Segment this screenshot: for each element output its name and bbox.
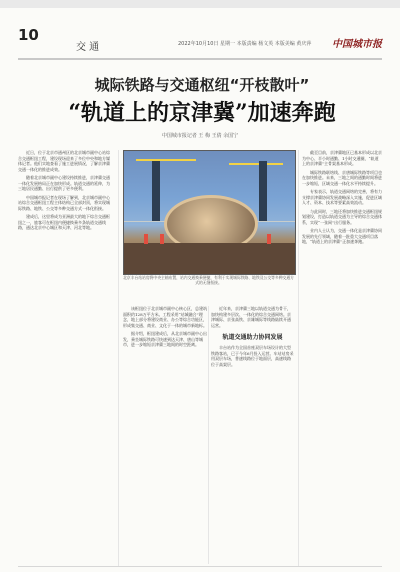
article-paragraph: 建成后，这里将成为亚洲最大的地下综合交通枢纽之一，旅客可在枢纽内便捷换乘多条轨道交通线路，通达北京中心城区和天津、河北等地。 <box>18 214 110 230</box>
header-divider <box>18 58 382 60</box>
article-paragraph: 该枢纽位于北京城市副中心核心区，总建筑面积约128万平方米。工程采用“站城融合”理念，地上部分将建设商业、办公等综合功能区，形成集交通、商业、文化于一体的城市新地标。 <box>123 306 207 328</box>
column-divider <box>208 306 209 564</box>
page-header <box>0 26 400 60</box>
article-paragraph: 随着北京城市副中心建设持续推进，京津冀交通一体化发展格局正在加快形成。轨道交通的延伸，为三地居民通勤、出行提供了更多便利。 <box>18 175 110 191</box>
column-divider <box>298 150 299 566</box>
article-paragraph: 近年来，京津冀三地以轨道交通为骨干，加快构建多层次、一体化的综合交通网络。京津城际、京张高铁、京雄城际等线路陆续开通运营。 <box>211 306 291 328</box>
article-paragraph: 截至目前，京津冀地区已基本形成以北京为中心、半小时通勤、1小时交通圈，“轨道上的京津冀”主骨架基本形成。 <box>302 150 382 166</box>
article-kicker: 城际铁路与交通枢纽“开枝散叶” <box>94 76 310 94</box>
photo-tower <box>152 161 160 221</box>
article-paragraph: 丰台站作为全国首座双层车场设计的大型铁路客站，已于今年6月投入运营。车站站房采用双层车场，普速线路位于地面层，高速线路位于高架层。 <box>211 345 294 367</box>
article-column-middle-2 <box>211 306 294 564</box>
article-byline: 中国城市报记者 王 梅 王倩 余国宁 <box>161 133 239 139</box>
section-name: 交 通 <box>76 42 100 53</box>
article-headline: “轨道上的京津冀”加速奔跑 <box>68 100 336 126</box>
photo-ground <box>124 243 295 274</box>
footer-divider <box>18 566 382 567</box>
photo-crane-left <box>136 159 196 161</box>
photo-worker <box>267 234 271 244</box>
article-paragraph: 专家表示，轨道交通网络的完善，将有力支撑京津冀协同发展战略深入实施，促进区域人才、资本、技术等要素高效流动。 <box>302 189 382 205</box>
article-paragraph: 与此同时，三地还将加快推进交通枢纽规划建设，打造以轨道交通为主导的综合交通体系，实现“一张网”出行服务。 <box>302 208 382 225</box>
issue-line: 2022年10月10日 星期一 本版责编 杨文英 本版美编 黄庆萍 <box>178 41 312 47</box>
news-photo <box>123 150 296 275</box>
photo-crane-right <box>229 163 283 165</box>
article-paragraph: 近日，位于北京市通州区的北京城市副中心站综合交通枢纽工程，建设现场迎来了多位中央和地方媒体记者。他们实地查看了施工进展情况，了解京津冀交通一体化的推进成效。 <box>18 150 110 172</box>
photo-caption: 北京丰台站站房将中央主轴布置，站内交通换乘便捷，有利于实现城际铁路、地铁及公交等多种交通方式的无缝衔接。 <box>123 275 294 285</box>
photo-worker <box>144 234 148 244</box>
photo-tower <box>259 161 267 221</box>
section-heading: 轨道交通助力协同发展 <box>222 334 283 341</box>
column-divider <box>118 150 119 566</box>
article-column-right <box>302 150 382 565</box>
masthead-logo: 中国城市报 <box>332 39 382 50</box>
page-number: 10 <box>18 26 39 44</box>
photo-worker <box>160 234 164 244</box>
article-paragraph: 据介绍，枢纽建成后，从北京城市副中心出发，乘坐城际铁路可快速到达天津、唐山等城市，进一步缩短京津冀三地间的时空距离。 <box>123 331 207 347</box>
article-column-middle <box>123 306 207 564</box>
article-paragraph: 业内人士认为，交通一体化是京津冀协同发展的先行领域，随着一批重大交通项目落地，“轨道上的京津冀”正加速奔跑。 <box>302 228 382 244</box>
page-top-shade <box>0 0 400 8</box>
article-column-left <box>18 150 113 565</box>
article-paragraph: 中国城市报记者在现场了解到，北京城市副中心站综合交通枢纽工程主体结构已全部封顶，将实现城际铁路、地铁、公交等多种交通方式一体化衔接。 <box>18 194 110 211</box>
article-paragraph: 城际铁路联络线、京唐城际铁路等项目也在加快推进。未来，三地之间的通勤时间将进一步缩短，区域交通一体化水平持续提升。 <box>302 169 382 186</box>
